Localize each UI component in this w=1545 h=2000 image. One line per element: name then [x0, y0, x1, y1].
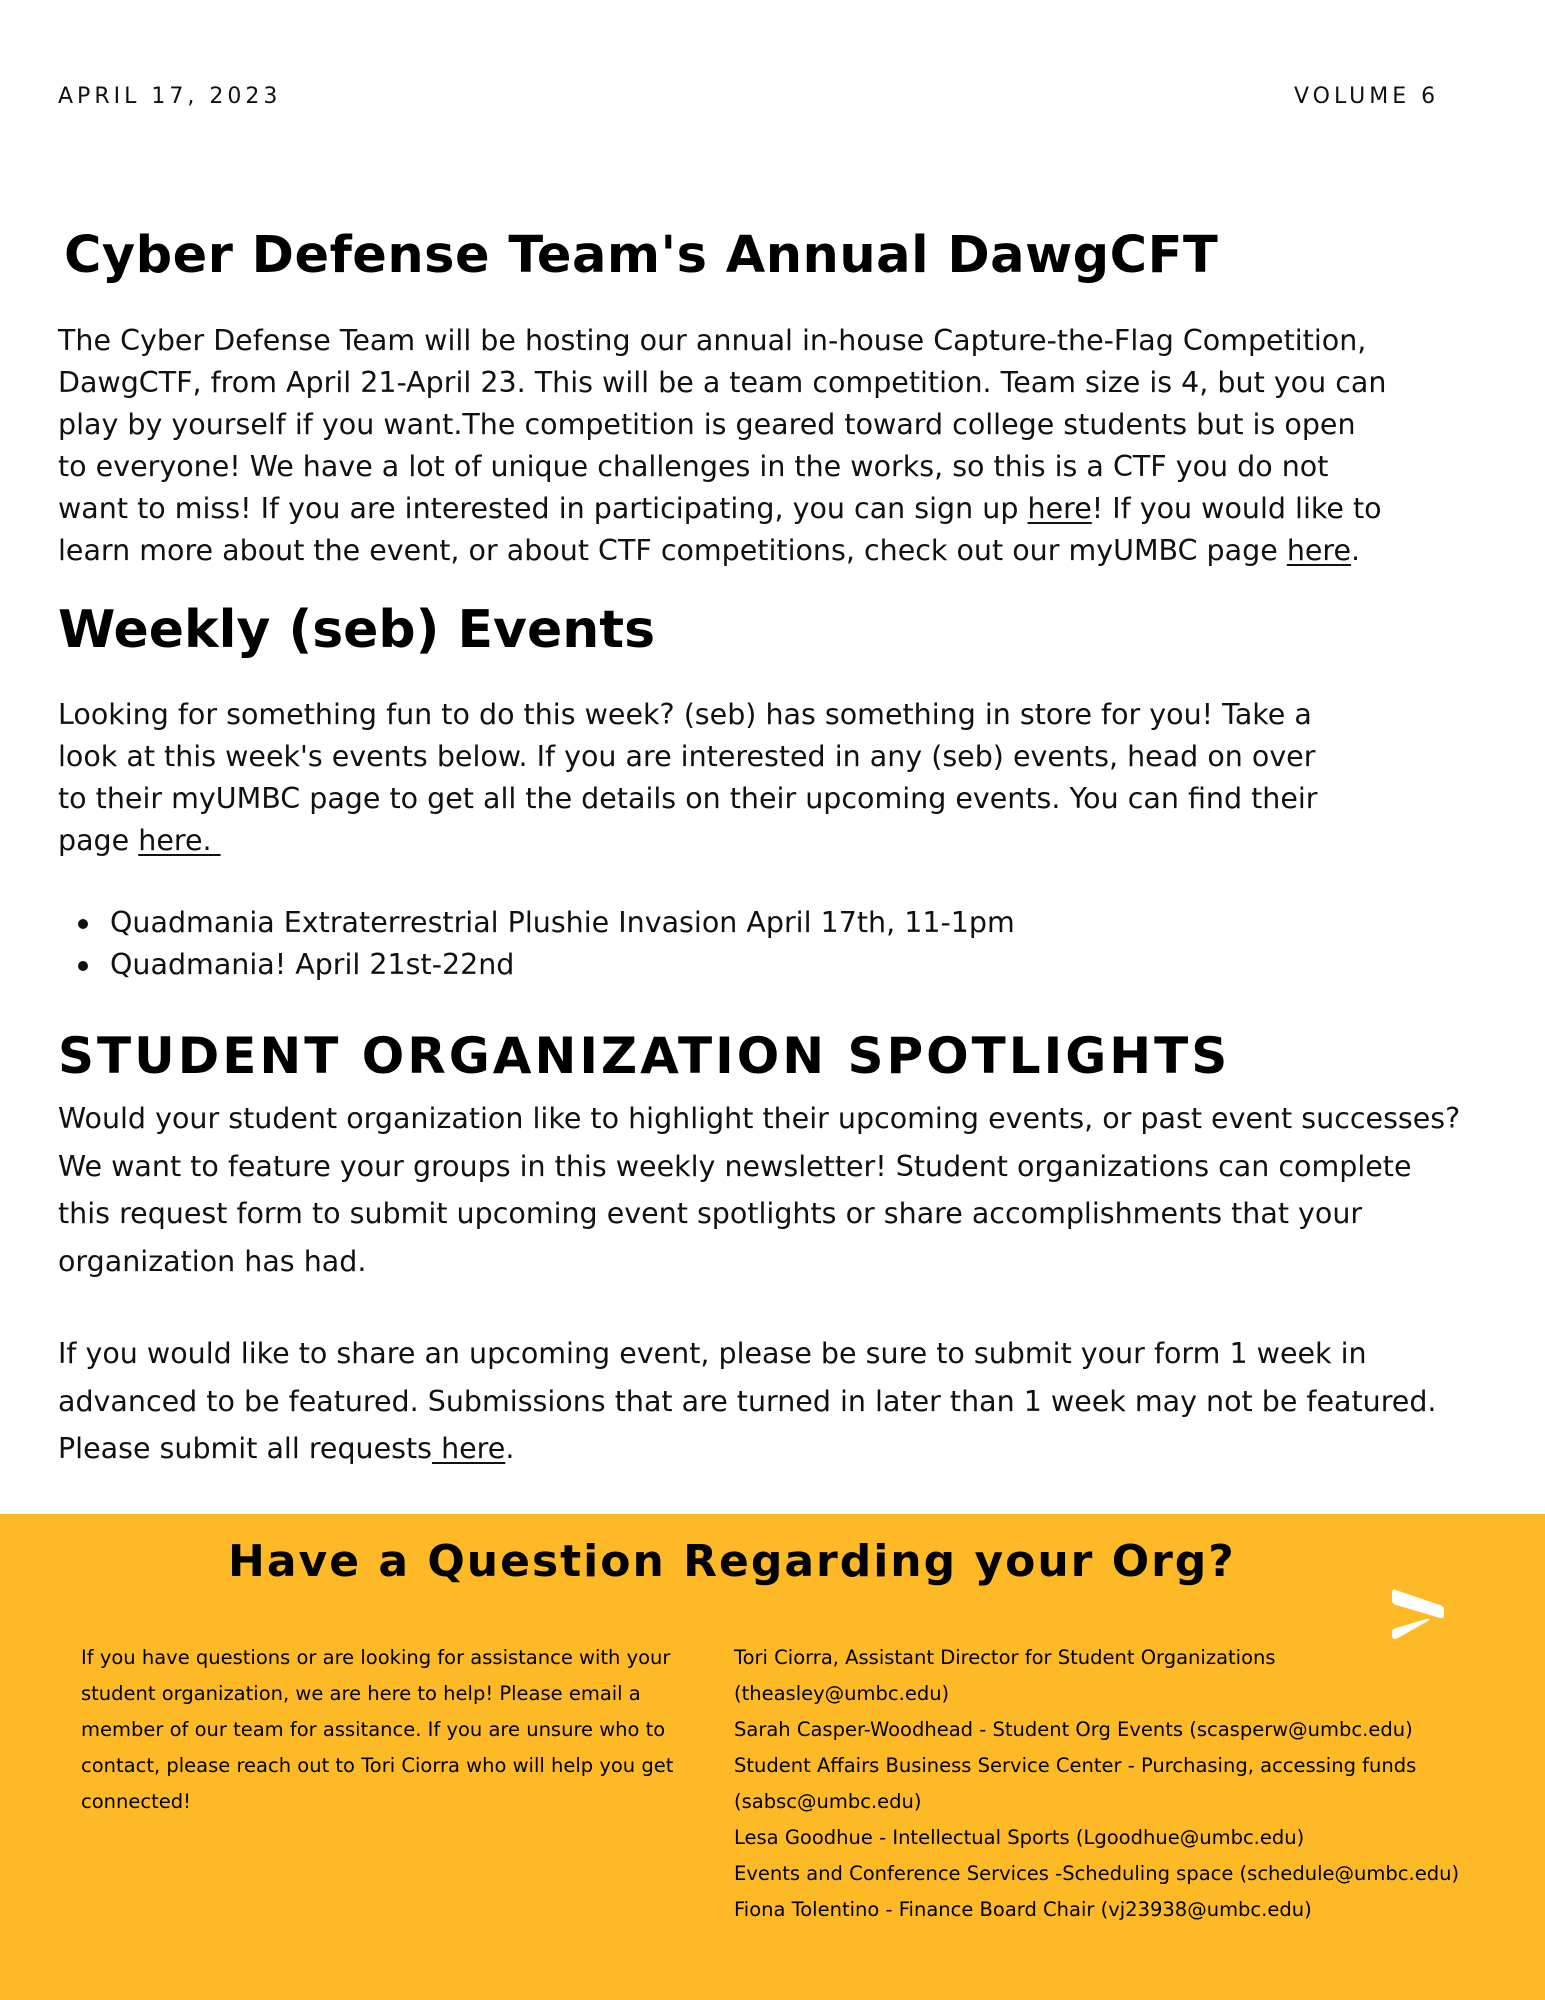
- signup-link[interactable]: here: [1027, 492, 1092, 525]
- cdt-section-title: Cyber Defense Team's Annual DawgCFT: [64, 226, 1219, 285]
- body-line: If you would like to share an upcoming event, please be sure to submit your form 1 week in: [58, 1337, 1367, 1370]
- contact-band: [0, 1514, 1545, 2000]
- intro-line: If you have questions or are looking for assistance with your: [81, 1646, 671, 1669]
- weekly-events-title: Weekly (seb) Events: [58, 600, 656, 660]
- body-text: learn more about the event, or about CTF competitions, check out our myUMBC page: [58, 534, 1287, 567]
- contact-band-title: Have a Question Regarding your Org?: [228, 1536, 1236, 1587]
- cdt-section-body: [58, 320, 1438, 572]
- body-line: look at this week's events below. If you are interested in any (seb) events, head on over: [58, 740, 1316, 773]
- list-item: [58, 902, 1015, 944]
- intro-line: connected!: [81, 1790, 191, 1813]
- event-text: Quadmania! April 21st-22nd: [110, 948, 515, 981]
- contact-intro: [81, 1640, 721, 1820]
- intro-line: member of our team for assitance. If you are unsure who to: [81, 1718, 666, 1741]
- body-line: to everyone! We have a lot of unique challenges in the works, so this is a CTF you do not: [58, 450, 1329, 483]
- body-text: want to miss! If you are interested in participating, you can sign up: [58, 492, 1028, 525]
- body-line: [58, 1425, 1518, 1473]
- contact-line: (sabsc@umbc.edu): [734, 1790, 922, 1813]
- contact-line: Tori Ciorra, Assistant Director for Student Organizations: [734, 1646, 1276, 1669]
- body-line: [58, 820, 1418, 862]
- intro-line: contact, please reach out to Tori Ciorra who will help you get: [81, 1754, 674, 1777]
- body-text: ! If you would like to: [1091, 492, 1382, 525]
- events-list: [58, 902, 1015, 986]
- play-chevron-logo-icon: [1388, 1584, 1448, 1644]
- spotlights-submission-info: [58, 1330, 1518, 1473]
- weekly-events-body: [58, 694, 1418, 862]
- contact-line: Events and Conference Services -Scheduling space (schedule@umbc.edu): [734, 1862, 1460, 1885]
- body-line: this request form to submit upcoming event spotlights or share accomplishments that your: [58, 1197, 1363, 1230]
- contact-list: [734, 1640, 1534, 1928]
- list-item: [58, 944, 1015, 986]
- contact-line: Fiona Tolentino - Finance Board Chair (vj23938@umbc.edu): [734, 1898, 1312, 1921]
- body-text: page: [58, 824, 139, 857]
- body-text: .: [1351, 534, 1361, 567]
- body-line: [58, 530, 1438, 572]
- submit-requests-link[interactable]: here: [432, 1432, 506, 1465]
- bullet-icon: [78, 961, 88, 971]
- body-text: Please submit all requests: [58, 1432, 433, 1465]
- bullet-icon: [78, 919, 88, 929]
- spotlights-intro: [58, 1095, 1518, 1285]
- body-line: We want to feature your groups in this weekly newsletter! Student organizations can complete: [58, 1149, 1412, 1183]
- contact-line: Lesa Goodhue - Intellectual Sports (Lgoodhue@umbc.edu): [734, 1826, 1305, 1849]
- body-line: [58, 488, 1438, 530]
- body-line: advanced to be featured. Submissions that are turned in later than 1 week may not be featured.: [58, 1384, 1437, 1418]
- body-line: organization has had.: [58, 1244, 367, 1278]
- contact-line: Student Affairs Business Service Center - Purchasing, accessing funds: [734, 1754, 1417, 1777]
- body-line: to their myUMBC page to get all the details on their upcoming events. You can find their: [58, 782, 1318, 815]
- spotlights-title: STUDENT ORGANIZATION SPOTLIGHTS: [58, 1027, 1231, 1085]
- contact-line: Sarah Casper-Woodhead - Student Org Events (scasperw@umbc.edu): [734, 1718, 1413, 1741]
- contact-line: (theasley@umbc.edu): [734, 1682, 950, 1705]
- seb-page-link[interactable]: here.: [138, 824, 221, 857]
- myumbc-page-link[interactable]: here: [1286, 534, 1352, 567]
- body-line: Would your student organization like to highlight their upcoming events, or past event successes?: [58, 1102, 1461, 1135]
- newsletter-volume: VOLUME 6: [1294, 84, 1440, 109]
- event-text: Quadmania Extraterrestrial Plushie Invasion April 17th, 11-1pm: [110, 906, 1015, 939]
- body-line: The Cyber Defense Team will be hosting our annual in-house Capture-the-Flag Competition,: [58, 324, 1367, 357]
- newsletter-date: APRIL 17, 2023: [58, 84, 282, 109]
- body-line: play by yourself if you want.The competition is geared toward college students but is open: [58, 408, 1356, 441]
- body-line: DawgCTF, from April 21-April 23. This will be a team competition. Team size is 4, but you can: [58, 366, 1387, 399]
- body-text: .: [505, 1432, 515, 1465]
- body-line: Looking for something fun to do this week? (seb) has something in store for you! Take a: [58, 698, 1312, 731]
- intro-line: student organization, we are here to help! Please email a: [81, 1682, 641, 1705]
